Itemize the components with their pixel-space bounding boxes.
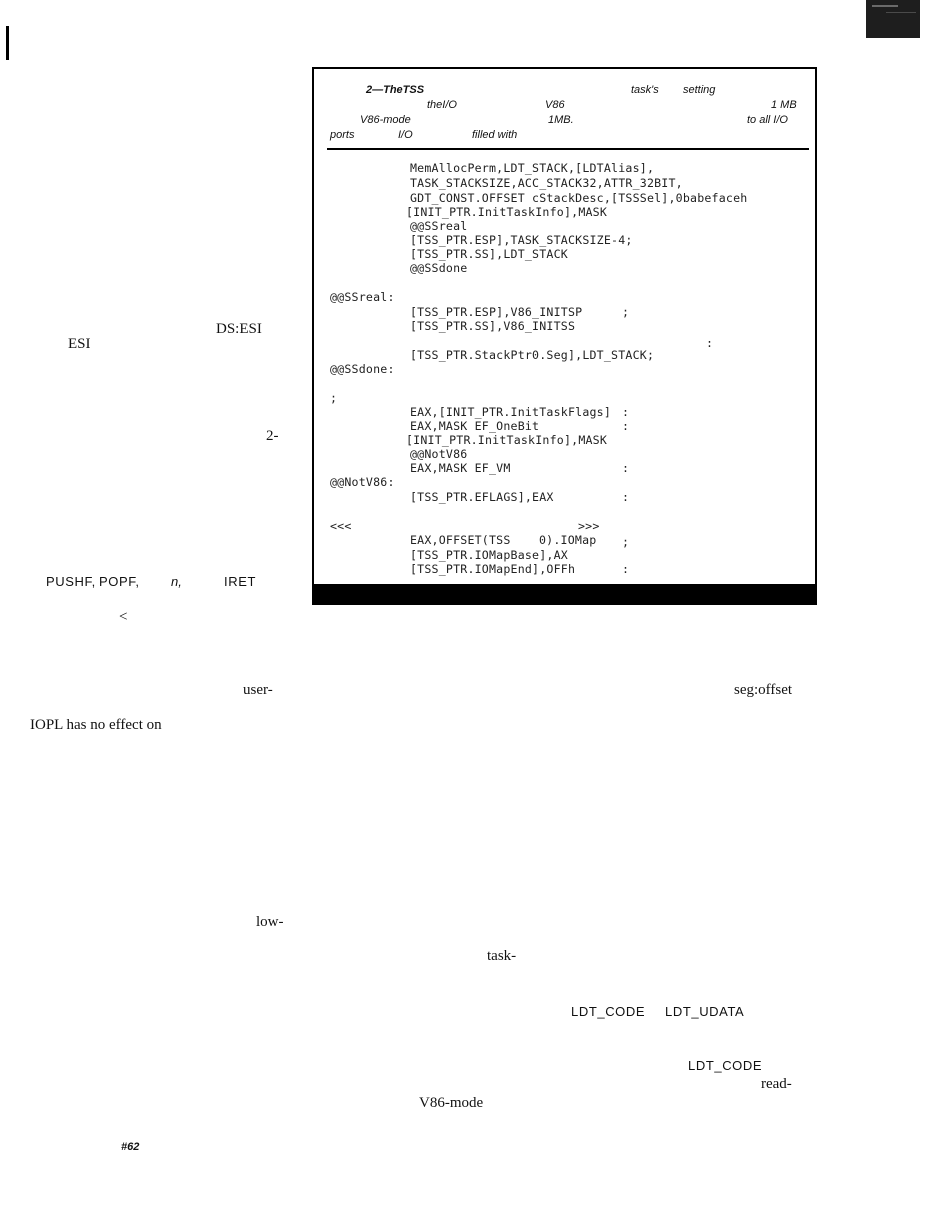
code-line: EAX,OFFSET(TSS xyxy=(410,533,511,547)
code-line: GDT_CONST.OFFSET cStackDesc,[TSSSel],0babefaceh xyxy=(410,191,748,205)
margin-rule xyxy=(6,26,9,60)
code-comment-mark: : xyxy=(622,490,630,504)
caption-word: ports xyxy=(330,129,355,141)
listing-bottom-bar xyxy=(312,584,817,605)
code-line: 0).IOMap xyxy=(539,533,597,547)
body-text: LDT_CODE xyxy=(571,1004,646,1019)
page-number: #62 xyxy=(121,1141,140,1153)
body-text: task- xyxy=(487,948,517,964)
code-line: EAX,MASK EF_OneBit xyxy=(410,419,540,433)
caption-word: theI/O xyxy=(427,99,457,111)
body-text: PUSHF, xyxy=(46,574,96,589)
code-line: @@SSreal xyxy=(410,219,468,233)
body-text: user- xyxy=(243,682,273,698)
caption-word: V86 xyxy=(545,99,565,111)
code-comment-mark: <<< xyxy=(330,519,352,533)
code-comment-mark: : xyxy=(622,461,630,475)
code-line: EAX,[INIT_PTR.InitTaskFlags] xyxy=(410,405,612,419)
caption-word: 1MB. xyxy=(548,114,574,126)
body-text: n, xyxy=(171,574,182,589)
code-line: [INIT_PTR.InitTaskInfo],MASK xyxy=(406,433,608,447)
body-text: < xyxy=(119,609,128,625)
code-comment-mark: : xyxy=(622,405,630,419)
code-line: [TSS_PTR.SS],LDT_STACK xyxy=(410,247,568,261)
caption-word: I/O xyxy=(398,129,413,141)
caption-word: task's xyxy=(631,84,659,96)
corner-tab-block xyxy=(866,0,920,38)
body-text: ESI xyxy=(68,336,91,352)
code-line: TASK_STACKSIZE,ACC_STACK32,ATTR_32BIT, xyxy=(410,176,683,190)
code-line: @@NotV86 xyxy=(410,447,468,461)
caption-word: filled with xyxy=(472,129,518,141)
code-line: [INIT_PTR.InitTaskInfo],MASK xyxy=(406,205,608,219)
code-line: [TSS_PTR.ESP],TASK_STACKSIZE-4; xyxy=(410,233,633,247)
caption-word: to all I/O xyxy=(747,114,788,126)
caption-word: 1 MB xyxy=(771,99,797,111)
caption-word: setting xyxy=(683,84,716,96)
body-text: low- xyxy=(256,914,284,930)
body-text: LDT_UDATA xyxy=(665,1004,745,1019)
code-line: [TSS_PTR.IOMapEnd],OFFh xyxy=(410,562,576,576)
code-comment-mark: : xyxy=(706,336,714,350)
code-line: [TSS_PTR.SS],V86_INITSS xyxy=(410,319,576,333)
code-label: @@SSreal: xyxy=(330,290,395,304)
body-text: IRET xyxy=(224,574,257,589)
code-comment-mark: >>> xyxy=(578,519,600,533)
code-line: @@SSdone xyxy=(410,261,468,275)
body-text: read- xyxy=(761,1076,792,1092)
code-label: @@NotV86: xyxy=(330,475,395,489)
code-line: [TSS_PTR.ESP],V86_INITSP xyxy=(410,305,583,319)
code-comment-mark: ; xyxy=(622,535,630,549)
body-text: DS:ESI xyxy=(216,321,262,337)
code-line: EAX,MASK EF_VM xyxy=(410,461,511,475)
body-text: 2- xyxy=(266,428,279,444)
code-label: @@SSdone: xyxy=(330,362,395,376)
code-comment-mark: : xyxy=(622,562,630,576)
body-text: V86-mode xyxy=(419,1095,484,1111)
code-line: [TSS_PTR.EFLAGS],EAX xyxy=(410,490,554,504)
body-text: IOPL has no effect on xyxy=(30,717,162,733)
code-line: MemAllocPerm,LDT_STACK,[LDTAlias], xyxy=(410,161,655,175)
code-comment-mark: ; xyxy=(622,305,630,319)
code-line: [TSS_PTR.IOMapBase],AX xyxy=(410,548,568,562)
code-line: [TSS_PTR.StackPtr0.Seg],LDT_STACK; xyxy=(410,348,655,362)
body-text: POPF, xyxy=(99,574,140,589)
body-text: seg:offset xyxy=(734,682,793,698)
code-comment-mark: ; xyxy=(330,391,338,405)
code-comment-mark: : xyxy=(622,419,630,433)
listing-caption-label: 2—TheTSS xyxy=(366,84,425,96)
caption-divider xyxy=(327,148,809,150)
body-text: LDT_CODE xyxy=(688,1058,763,1073)
caption-word: V86-mode xyxy=(360,114,411,126)
